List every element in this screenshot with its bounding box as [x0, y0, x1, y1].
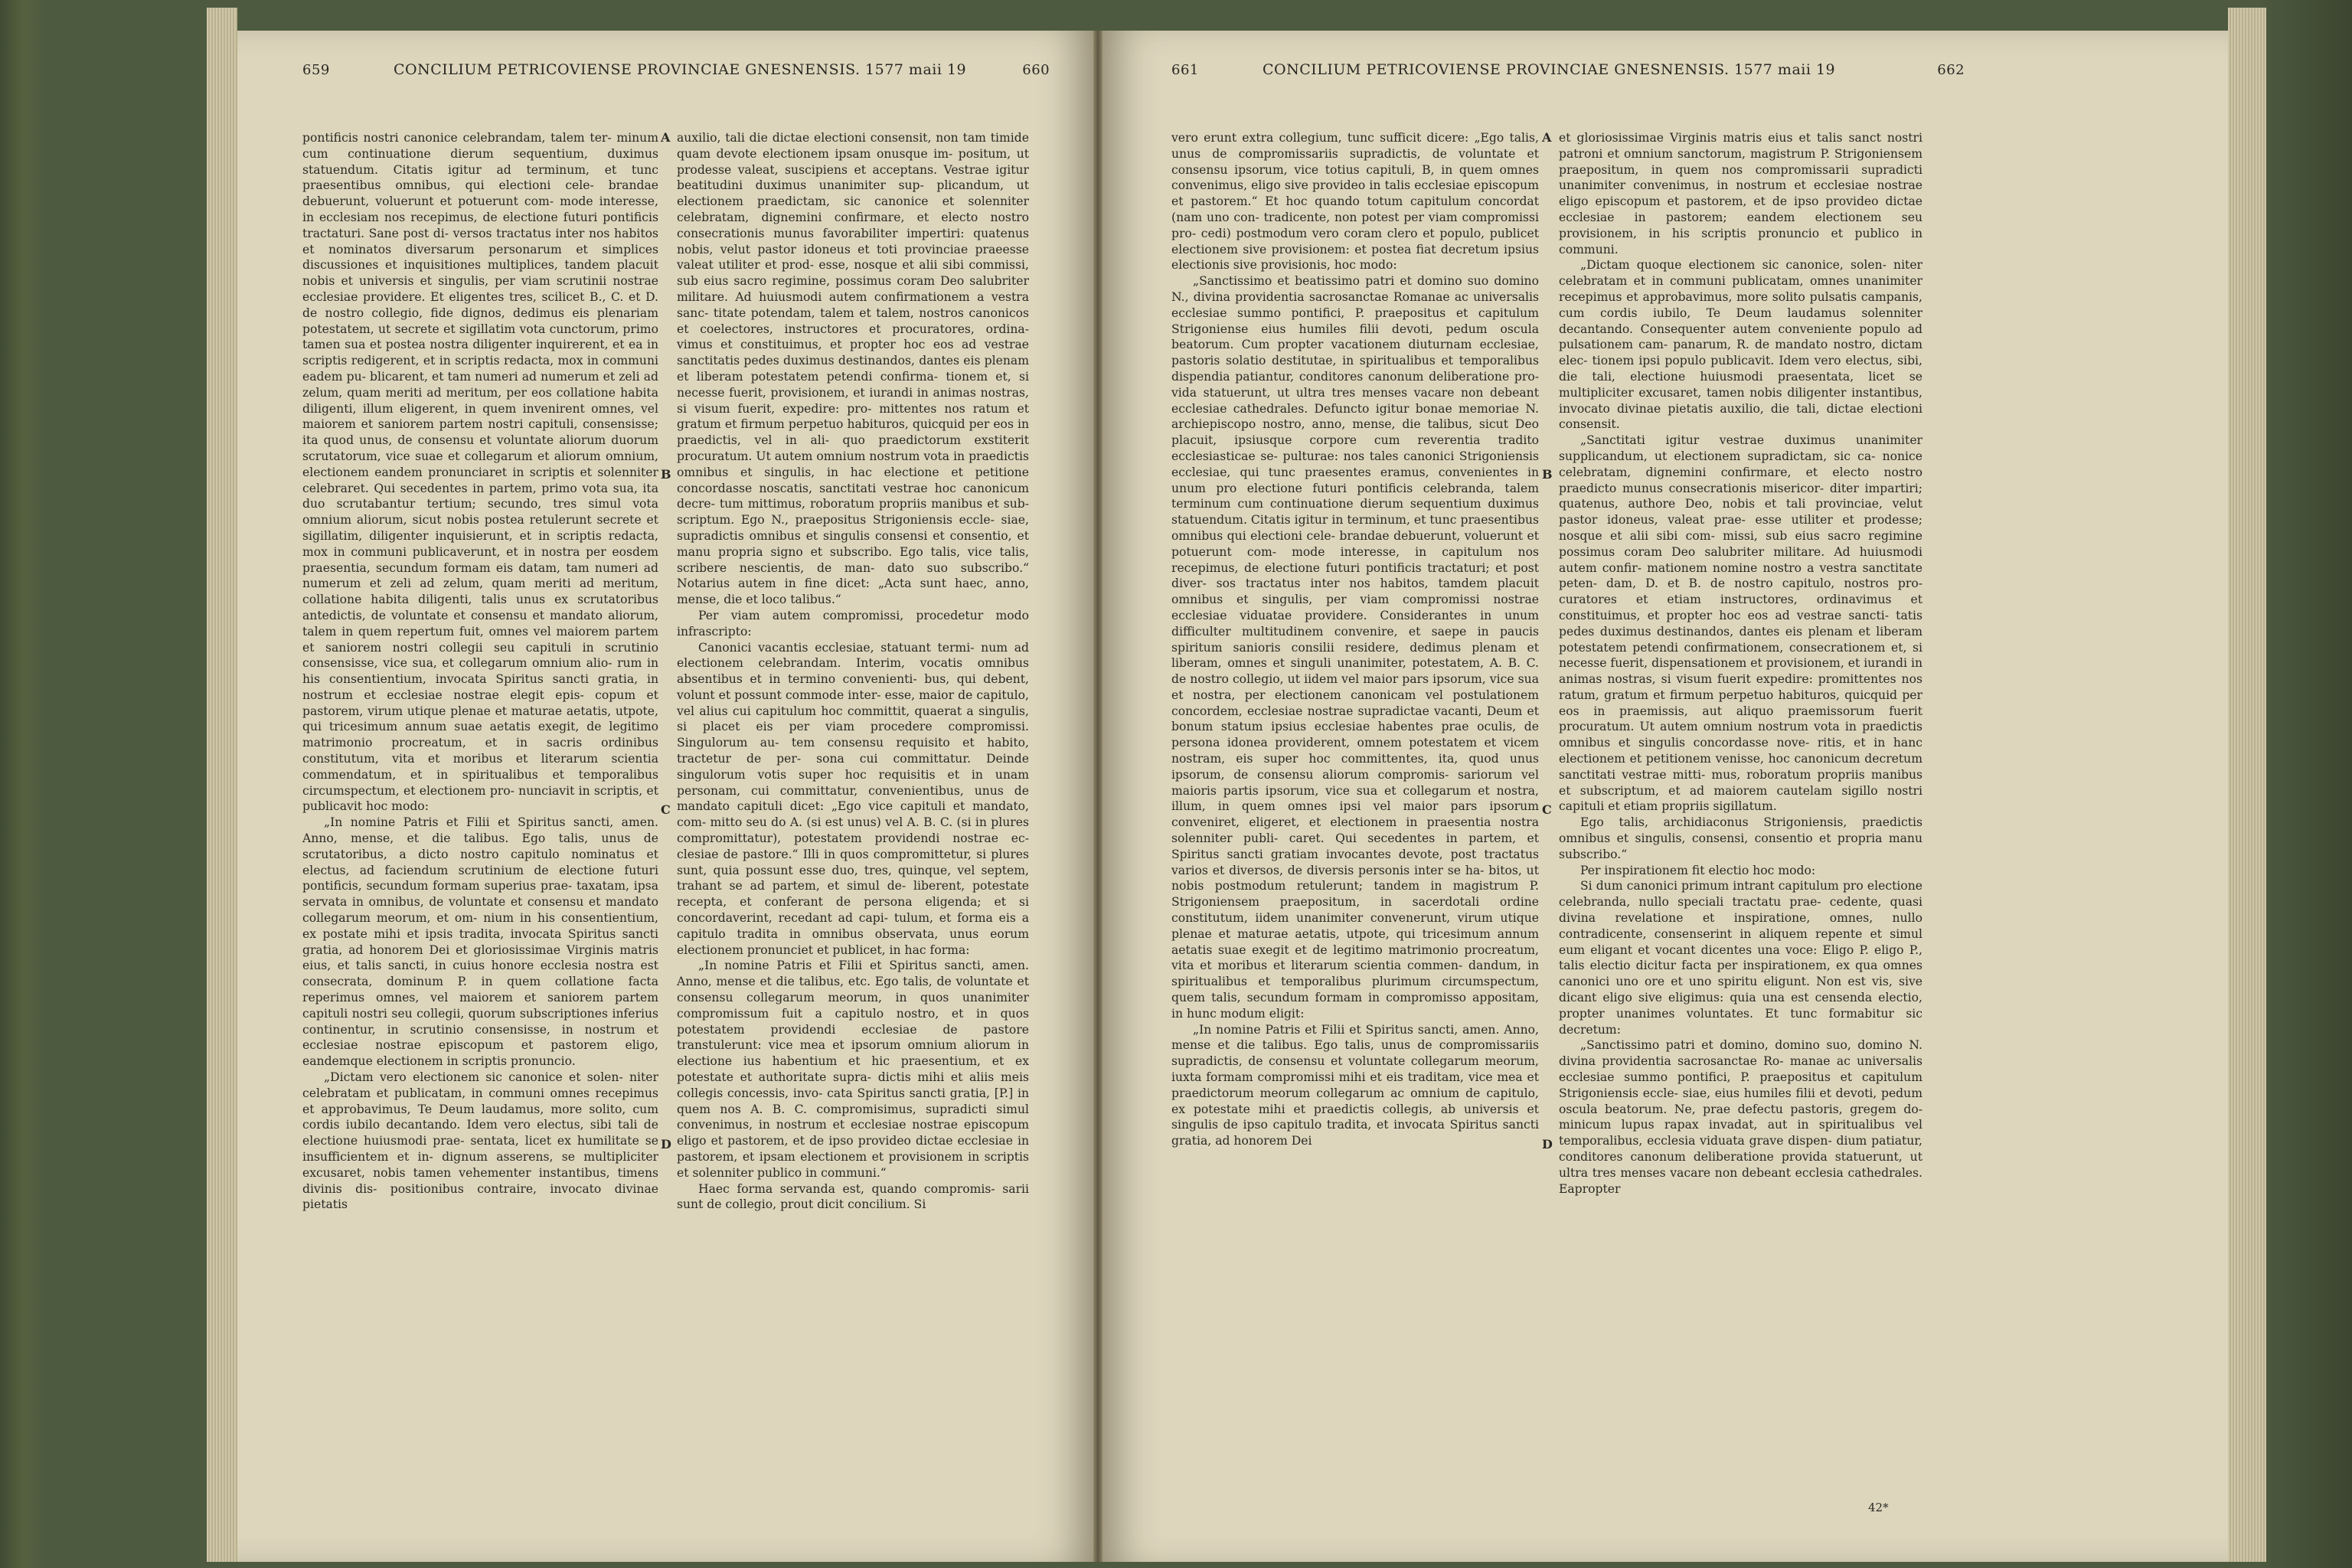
paragraph: „Sanctitati igitur vestrae duximus unanimiter supplicandum, ut electionem supradictam, sic ca- nonice celebratam, dignemini confirmare, et electo nostro praedicto munus consecrationis misericor- diter impartiri; quatenus, authore Deo, nobis et tali provinciae, velut pastor idoneus, valeat prae- esse utiliter et prodesse; nosque et alii sibi com- missi, sub eius sacro regimine possimus coram Deo salubriter militare. Ad huiusmodi autem confir- mationem nomine nostro a vestra sanctitate peten- dam, D. et B. de nostro capitulo, nostros pro- curatores et etiam instructores, ordinavimus et constituimus, et propter hoc eos ad vestrae sancti- tatis pedes duximus destinandos, dantes eis plenam et liberam potestatem petendi confirmationem, consecrationem et, si necesse fuerit, dispensationem et provisionem, et iurandi in animas nostras, si visum fuerit expedire: promittentes nos ratum, gratum et firmum perpetuo habituros, quicquid per eos in praemissis, aut aliquo praemissorum fuerit procuratum. Ut autem omnium nostrum vota in praedictis omnibus et singulis concordasse nove- ritis, et in hanc electionem et petitionem venisse, hoc canonicum decretum sanctitati vestrae mitti- mus, roboratum propriis manibus et subscriptum, et ad maiorem cautelam sigillo nostri capituli et etiam propriis sigillatum. [1559, 433, 1922, 814]
paragraph: Si dum canonici primum intrant capitulum pro electione celebranda, nullo speciali tractatu prae- cedente, quasi divina revelatione et inspiratione, omnes, nullo contradicente, consenserint in aliquem repente et simul eum eligant et vocant dicentes una voce: Eligo P. eligo P., talis electio dicitur facta per inspirationem, ex qua omnes canonici uno ore et uno spiritu eligunt. Non est vis, sive dicant eligo sive eligimus: quia una est censenda electio, propter unanimes voluntates. Et tunc formabitur sic decretum: [1559, 879, 1922, 1037]
right-page-column-1 [1171, 130, 1539, 1149]
page-edges-left [207, 8, 237, 1562]
paragraph: „Dictam quoque electionem sic canonice, solen- niter celebratam et in communi publicatam, omnes unanimiter recepimus et approbavimus, more solito pulsatis campanis, cum cordis iubilo, Te Deum laudamus solenniter decantando. Consequenter autem conveniente populo ad pulsationem cam- panarum, R. de mandato nostro, dictam elec- tionem ipsi populo publicavit. Idem vero electus, sibi, die tali, electione huiusmodi praesentata, licet se multipliciter excusaret, tamen nobis diligenter instantibus, invocato divinae pietatis auxilio, die tali, dictae electioni consensit. [1559, 258, 1922, 432]
book-gutter [1093, 31, 1102, 1562]
paragraph: Ego talis, archidiaconus Strigoniensis, praedictis omnibus et singulis, consensi, consentio et propria manu subscribo.“ [1559, 815, 1922, 861]
section-marker-c: C [661, 802, 671, 817]
paragraph: „Dictam vero electionem sic canonice et solen- niter celebratam et publicatam, in communi omnes recepimus et approbavimus, Te Deum laudamus, more solito, cum cordis iubilo decantando. Idem vero electus, sibi tali de electione huiusmodi prae- sentata, licet ex humilitate se insufficientem et in- dignum asserens, se multipliciter excusaret, nobis tamen vehementer instantibus, timens divinis dis- positionibus contraire, invocato divinae pietatis [302, 1070, 658, 1212]
right-page-column-2 [1559, 130, 1922, 1197]
paragraph: Per inspirationem fit electio hoc modo: [1580, 863, 1816, 877]
left-page [237, 31, 1093, 1562]
paragraph: et gloriosissimae Virginis matris eius et talis sanct nostri patroni et omnium sanctorum, magistrum P. Strigoniensem praepositum, in quem nos compromissarii supradicti unanimiter convenimus, in nostrum et ecclesiae nostrae eligo episcopum et pastorem, et de ipso provideo dictae ecclesiae in pastorem; eandem electionem seu provisionem, in his scriptis pronuncio et publico in communi. [1559, 131, 1922, 256]
paragraph: vero erunt extra collegium, tunc sufficit dicere: „Ego talis, unus de compromissariis supradictis, de voluntate et consensu ipsorum, vice totius capituli, B, in quem omnes convenimus, eligo sive provideo in talis ecclesiae episcopum et pastorem.“ Et hoc quando totum capitulum concordat (nam uno con- tradicente, non potest per viam compromissi pro- cedi) postmodum vero coram clero et populo, publicet electionem sive provisionem: et postea fiat decretum ipsius electionis sive provisionis, hoc modo: [1171, 131, 1539, 273]
page-number-661: 661 [1171, 62, 1199, 78]
section-marker-c: C [1542, 802, 1552, 817]
signature-mark: 42* [1868, 1501, 1889, 1514]
paragraph: „Sanctissimo et beatissimo patri et domino suo domino N., divina providentia sacrosanctae Romanae ac universalis ecclesiae summo pontifici, P. praepositus et capitulum Strigoniense eius humiles filii devoti, pedum oscula beatorum. Cum propter vacationem diuturnam ecclesiae, pastoris solatio destitutae, in spiritualibus et temporalibus dispendia patiantur, conditores canonum deliberatione pro- vida statuerunt, ut ultra tres menses vacare non debeant ecclesiae cathedrales. Defuncto igitur bonae memoriae N. archiepiscopo nostro, anno, mense, die talibus, sicut Deo placuit, ipsiusque corpore cum reverentia tradito ecclesiasticae se- pulturae: nos tales canonici Strigoniensis ecclesiae, qui tunc praesentes eramus, convenientes in unum pro electione futuri pontificis celebranda, talem terminum cum continuatione dierum sequentium duximus statuendum. Citatis igitur in terminum, et tunc praesentibus omnibus qui electioni cele- brandae debuerunt, voluerunt et potuerunt com- mode interesse, in capitulum nos recepimus, de electione futuri pontificis tractaturi; et post diver- sos tractatus inter nos habitos, tamdem placuit omnibus et singulis, per viam compromissi nostrae ecclesiae viduatae providere. Considerantes in unum difficulter multitudinem convenire, et saepe in paucis spiritum sanioris consilii residere, dedimus plenam et liberam, omnes et singuli unanimiter, potestatem, A. B. C. de nostro collegio, ut iidem vel maior pars ipsorum, vice sua et nostra, per electionem canonicam vel postulationem concordem, ecclesiae nostrae supradictae vacanti, Deum et bonum statum ipsius ecclesiae habentes prae oculis, de persona idonea providerent, omnem potestatem et vicem nostram, eis super hoc committentes, ita, quod unus ipsorum, de consensu aliorum compromis- sariorum vel maioris partis ipsorum, vice sua et collegarum et nostra, illum, in quem omnes ipsi vel maior pars ipsorum conveniret, eligeret, et electionem in praesentia nostra solenniter publi- caret. Qui secedentes in partem, et Spiritus sancti gratiam invocantes devote, post tractatus varios et diversos, de diversis personis inter se ha- bitos, ut nobis postmodum retulerunt; tandem in magistrum P. Strigoniensem praepositum, in sacerdotali ordine constitutum, iidem unanimiter convenerunt, virum utique plenae et maturae aetatis, utpote, qui tricesimum annum aetatis suae exegit et de legitimo matrimonio procreatum, vita et moribus et literarum scientia commen- dandum, in spiritualibus et temporalibus plurimum circumspectum, quem talis, secundum formam in compromisso appositam, in hunc modum eligit: [1171, 274, 1539, 1021]
section-marker-b: B [1542, 467, 1553, 482]
paragraph: auxilio, tali die dictae electioni consensit, non tam timide quam devote electionem ipsam onusque im- positum, ut prodesse valeat, suscipiens et acceptans. Vestrae igitur beatitudini duximus unanimiter sup- plicandum, ut electionem praedictam, sic canonice et solenniter celebratam, dignemini confirmare, et electo nostro consecrationis munus favorabiliter impertiri: quatenus nobis, velut pastor idoneus et toti provinciae praeesse valeat utiliter et prod- esse, nosque et alii sibi commissi, sub eius sacro regimine, possimus coram Deo salubriter militare. Ad huiusmodi autem confirmationem a vestra sanc- titate potendam, talem et talem, nostros canonicos et coelectores, instructores et procuratores, ordina- vimus et constituimus, et propter hoc eos ad vestrae sanctitatis pedes duximus destinandos, dantes eis plenam et liberam potestatem petendi confirma- tionem et, si necesse fuerit, provisionem, et iurandi in animas nostras, si visum fuerit, expedire: pro- mittentes nos ratum et gratum et firmum perpetuo habituros, quicquid per eos in praedictis, vel in ali- quo praedictorum exstiterit procuratum. Ut autem omnium nostrum vota in praedictis omnibus et singulis, in hac electione et petitione concordasse noscatis, sanctitati vestrae hoc canonicum decre- tum mittimus, roboratum propriis manibus et sub- scriptum. Ego N., praepositus Strigoniensis eccle- siae, supradictis omnibus et singulis consensi et consentio, et manu propria signo et subscribo. Ego talis, vice talis, scribere nescientis, de man- dato suo subscribo.“ Notarius autem in fine dicet: „Acta sunt haec, anno, mense, die et loco talibus.“ [677, 131, 1029, 607]
paragraph: Canonici vacantis ecclesiae, statuant termi- num ad electionem celebrandam. Interim, vocatis omnibus absentibus et in termino convenienti- bus, qui debent, volunt et possunt commode inter- esse, maior de capitulo, vel alius cui capitulum hoc committit, quaerat a singulis, si placet eis per viam procedere compromissi. Singulorum au- tem consensu requisito et habito, tractetur de per- sona cui committatur. Deinde singulorum votis super hoc requisitis et in unam personam, cui committatur, convenientibus, unus de mandato capituli dicet: „Ego vice capituli et mandato, com- mitto seu do A. (si est unus) vel A. B. C. (si in plures compromittatur), potestatem providendi nostrae ec- clesiae de pastore.“ Illi in quos compromittetur, si plures sunt, quia possunt esse duo, tres, quinque, vel septem, trahant se ad partem, et simul de- liberent, potestate recepta, et conferant de persona eligenda; et si concordaverint, recedant ad capi- tulum, et forma eis a capitulo tradita in omnibus observata, unus eorum electionem pronunciet et publicet, in hac forma: [677, 640, 1029, 957]
left-page-column-2 [677, 130, 1029, 1213]
section-marker-b: B [661, 467, 671, 482]
right-page [1102, 31, 2228, 1562]
paragraph: „In nomine Patris et Filii et Spiritus sancti, amen. Anno, mense et die talibus, etc. Ego talis, de voluntate et consensu collegarum meorum, in quos unanimiter compromissum fuit a capitulo nostro, et in quos potestatem providendi ecclesiae de pastore transtulerunt: vice mea et ipsorum omnium aliorum in electione ius habentium et hic praesentium, et ex potestate et authoritate supra- dictis mihi et aliis meis collegis concessis, invo- cata Spiritus sancti gratia, [P.] in quem nos A. B. C. compromisimus, supradicti simul convenimus, in nostrum et ecclesiae nostrae episcopum eligo et pastorem, et de ipso provideo dictae ecclesiae in pastorem, et ipsam electionem et provisionem in scriptis et solenniter publico in communi.“ [677, 959, 1029, 1180]
paragraph: „Sanctissimo patri et domino, domino suo, domino N. divina providentia sacrosanctae Ro- manae ac universalis ecclesiae summo pontifici, P. praepositus et capitulum Strigoniensis eccle- siae, eius humiles filii et devoti, pedum oscula beatorum. Ne, prae defectu pastoris, gregem do- minicum lupus rapax invadat, aut in spiritualibus vel temporalibus, ecclesia viduata grave dispen- dium patiatur, conditores canonum deliberatione provida statuerunt, ut ultra tres menses vacare non debeant ecclesia cathedrales. Eapropter [1559, 1038, 1922, 1196]
running-title: CONCILIUM PETRICOVIENSE PROVINCIAE GNESNENSIS. 1577 maii 19 [1262, 61, 1836, 78]
left-page-header [302, 61, 1050, 78]
page-edges-right [2228, 8, 2266, 1562]
paragraph: „In nomine Patris et Filii et Spiritus sancti, amen. Anno, mense et die talibus. Ego talis, unus de compromissariis supradictis, de consensu et voluntate collegarum meorum, iuxta formam compromissi mihi et eis traditam, vice mea et praedictorum meorum collegarum ac omnium de capitulo, ex potestate mihi et praedictis collegis, ab universis et singulis de ipso capitulo tradita, et invocata Spiritus sancti gratia, ad honorem Dei [1171, 1022, 1539, 1148]
left-page-column-1 [302, 130, 658, 1213]
section-marker-a: A [1542, 130, 1552, 145]
page-number-660: 660 [1022, 62, 1050, 78]
page-number-662: 662 [1937, 62, 1965, 78]
section-marker-d: D [1542, 1137, 1553, 1152]
running-title: CONCILIUM PETRICOVIENSE PROVINCIAE GNESNENSIS. 1577 maii 19 [393, 61, 967, 78]
paragraph: Per viam autem compromissi, procedetur modo infrascripto: [677, 608, 1029, 639]
paragraph: Haec forma servanda est, quando compromis- sarii sunt de collegio, prout dicit concilium. Si [677, 1181, 1029, 1212]
paragraph: „In nomine Patris et Filii et Spiritus sancti, amen. Anno, mense, et die talibus. Ego talis, unus de scrutatoribus, a dicto nostro capitulo nominatus et electus, ad faciendum scrutinium de electione futuri pontificis, secundum formam superius prae- taxatam, ipsa servata in omnibus, de voluntate et consensu et mandato collegarum meorum, et om- nium in his consentientium, ex postate mihi et ipsis tradita, invocata Spiritus sancti gratia, ad honorem Dei et gloriosissimae Virginis matris eius, et talis sancti, in cuius honore ecclesia nostra est consecrata, dominum P. in quem collatione facta reperimus omnes, vel maiorem et saniorem partem capituli nostri seu collegii, quorum subscriptiones inferius continentur, in scrutinio consensisse, in nostrum et ecclesiae nostrae episcopum et pastorem eligo, eandemque electionem in scriptis pronuncio. [302, 815, 658, 1069]
paragraph: pontificis nostri canonice celebrandam, talem ter- minum cum continuatione dierum sequentium, duximus statuendum. Citatis igitur ad terminum, et tunc praesentibus omnibus, qui electioni cele- brandae debuerunt, voluerunt et potuerunt com- mode interesse, in ecclesiam nos recepimus, de electione futuri pontificis tractaturi. Sane post di- versos tractatus inter nos habitos et nominatos diversarum personarum et simplices discussiones et inquisitiones multiplices, tandem placuit nobis et universis et singulis, per viam scrutinii nostrae ecclesiae providere. Et eligentes tres, scilicet B., C. et D. de nostro collegio, fide dignos, dedimus eis plenariam potestatem, ut secrete et sigillatim vota cunctorum, primo tamen sua et postea nostra diligenter inquirerent, et ea in scriptis redigerent, et in scriptis redacta, mox in communi eadem pu- blicarent, et tam numeri ad numerum et zeli ad zelum, quam meriti ad meritum, per eos collatione habita diligenti, illum eligerent, in quem invenirent omnes, vel maiorem et saniorem partem nostri capituli, consensisse; ita quod unus, de consensu et voluntate aliorum duorum scrutatorum, vice suae et collegarum et aliorum omnium, electionem eandem pronunciaret in scriptis et solenniter celebraret. Qui secedentes in partem, primo vota sua, ita duo scrutabantur tertium; secundo, tres simul vota omnium aliorum, sicut nobis postea retulerunt secrete et sigillatim, diligenter inquisierunt, et in scriptis redacta, mox in communi publicaverunt, et in nostra per eosdem praesentia, secundum formam eis datam, tam numeri ad numerum et zeli ad zelum, quam meriti ad meritum, collatione habita diligenti, talis unus ex scrutatoribus antedictis, de voluntate et consensu et mandato aliorum, talem in quem repertum fuit, omnes vel maiorem partem et saniorem nostri collegii seu capituli in scrutinio consensisse, vice sua, et collegarum omnium alio- rum in his consentientium, invocata Spiritus sancti gratia, in nostrum et ecclesiae nostrae elegit epis- copum et pastorem, virum utique plenae et maturae aetatis, utpote, qui tricesimum annum suae aetatis exegit, de legitimo matrimonio procreatum, et in sacris ordinibus constitutum, vita et moribus et literarum scientia commendatum, et in spiritualibus et temporalibus circumspectum, et electionem pro- nunciavit in scriptis, et publicavit hoc modo: [302, 131, 658, 814]
section-marker-a: A [661, 130, 671, 145]
section-marker-d: D [661, 1137, 671, 1152]
page-number-659: 659 [302, 62, 330, 78]
right-page-header [1171, 61, 1965, 78]
